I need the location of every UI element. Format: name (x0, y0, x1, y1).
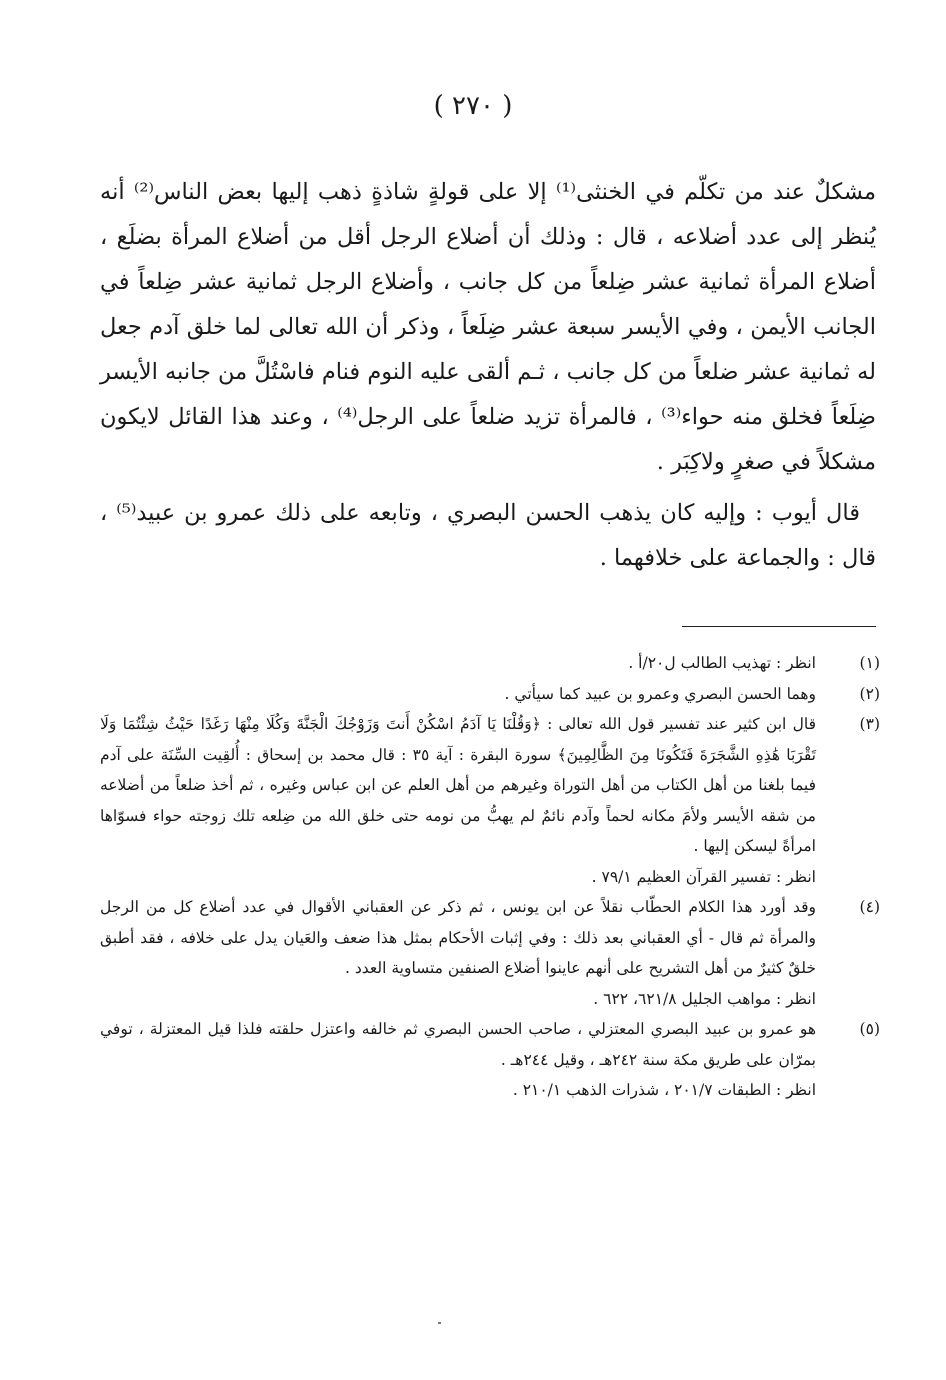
footnote-source: انظر : تفسير القرآن العظيم ٧٩/١ . (591, 867, 816, 886)
footnote-2 (100, 679, 880, 710)
footnote-source: انظر : مواهب الجليل ٦٢١/٨، ٦٢٢ . (593, 989, 816, 1008)
footnote-text: هو عمرو بن عبيد البصري المعتزلي ، صاحب الحسن البصري ثم خالفه واعتزل حلقته فلذا قيل المعتزلة ، توفي بمرّان على طريق مكة سنة ٢٤٢هـ ، وقيل ٢٤٤هـ . (100, 1020, 816, 1069)
main-text-body (100, 170, 876, 581)
footnote-text: انظر : تهذيب الطالب ل٢٠/أ . (628, 654, 816, 672)
main-paragraph-1: مشكلٌ عند من تكلّم في الخنثى⁽¹⁾ إلا على قولةٍ شاذةٍ ذهب إليها بعض الناس⁽²⁾ أنه يُنظر إلى عدد أضلاعه ، قال : وذلك أن أضلاع الرجل أقل من أضلاع المرأة بضلَع ، أضلاع المرأة ثمانية عشر ضِلعاً من كل جانب ، وأضلاع الرجل ثمانية عشر ضِلعاً في الجانب الأيمن ، وفي الأيسر سبعة عشر ضِلَعاً ، وذكر أن الله تعالى لما خلق آدم جعل له ثمانية عشر ضلعاً من كل جانب ، ثـم ألقى عليه النوم فنام فاسْتُلَّ من جانبه الأيسر ضِلَعاً فخلق منه حواء⁽³⁾ ، فالمرأة تزيد ضلعاً على الرجل⁽⁴⁾ ، وعند هذا القائل لايكون مشكلاً في صغرٍ ولاكِبَر . (100, 179, 876, 475)
footnote-body (100, 892, 816, 1014)
footnote-text: قال ابن كثير عند تفسير قول الله تعالى : ﴿وَقُلْنَا يَا آدَمُ اسْكُنْ أَنتَ وَزَوْجُكَ الْجَنَّةَ وَكُلَا مِنْهَا رَغَدًا حَيْثُ شِئْتُمَا وَلَا تَقْرَبَا هَٰذِهِ الشَّجَرَةَ فَتَكُونَا مِنَ الظَّالِمِينَ﴾ سورة البقرة : آية ٣٥ : قال محمد بن إسحاق : أُلقِيت السِّنَة على آدم فيما بلغنا من أهل الكتاب من أهل التوراة وغيرهم من أهل العلم عن ابن عباس وغيره ، ثم أخذ ضلعاً من أضلاعه من شقه الأيسر ولأمَ مكانه لحماً وآدم نائمٌ لم يهبُّ من نومه حتى خلق الله من ضِلعه تلك زوجته حواء فسوّاها امرأةً ليسكن إليها . (100, 715, 816, 855)
footnote-3 (100, 709, 880, 892)
footnote-number: (١) (859, 654, 880, 672)
footnote-4 (100, 892, 880, 1014)
footnote-1 (100, 648, 880, 679)
footnotes-section (100, 648, 880, 1106)
footnote-text: وقد أورد هذا الكلام الحطّاب نقلاً عن ابن يونس ، ثم ذكر عن العقباني الأقوال في عدد أضلاع كل من الرجل والمرأة ثم قال - أي العقباني بعد ذلك : وفي إثبات الأحكام بمثل هذا ضعف والعَيان يدل على خلافه ، فقد أطبق خلقٌ كثيرٌ من أهل التشريح على أنهم عاينوا أضلاع الصنفين متساوية العدد . (100, 898, 816, 977)
footnote-number: (٣) (859, 715, 880, 733)
page-number: ( ٢٧٠ ) (433, 91, 513, 121)
footnote-source: انظر : الطبقات ٢٠١/٧ ، شذرات الذهب ٢١٠/١ . (512, 1081, 816, 1099)
footnote-body (100, 709, 816, 892)
footnote-number: (٢) (859, 684, 880, 703)
footnote-5 (100, 1014, 880, 1106)
footnote-divider (682, 626, 876, 627)
main-paragraph-2: قال أيوب : وإليه كان يذهب الحسن البصري ، وتابعه على ذلك عمرو بن عبيد⁽⁵⁾ ، قال : والجماعة على خلافهما . (100, 500, 876, 571)
footnote-body (100, 1014, 816, 1106)
footnote-body (505, 679, 816, 710)
footnote-body (628, 648, 816, 679)
footnote-number: (٥) (859, 1020, 880, 1038)
footnote-text: وهما الحسن البصري وعمرو بن عبيد كما سيأتي . (504, 684, 816, 703)
footnote-number: (٤) (859, 898, 880, 916)
scan-speck (438, 1322, 441, 1324)
